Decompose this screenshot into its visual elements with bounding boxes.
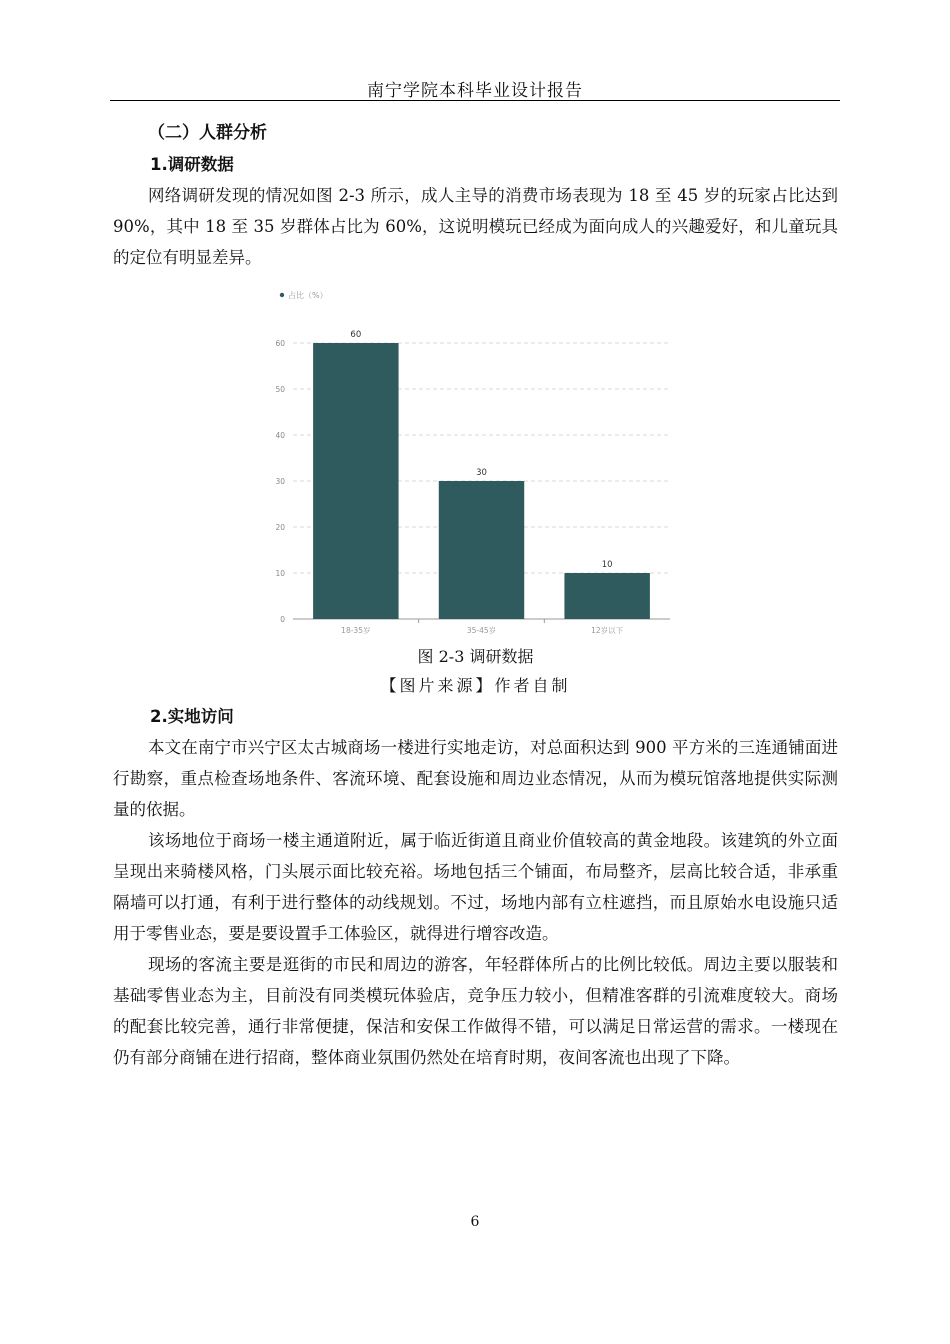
y-tick-label: 0 bbox=[280, 615, 285, 624]
bar bbox=[439, 481, 524, 619]
page-number: 6 bbox=[470, 1214, 480, 1230]
bar bbox=[564, 573, 649, 619]
y-tick-label: 60 bbox=[275, 339, 285, 348]
survey-paragraph: 网络调研发现的情况如图 2-3 所示，成人主导的消费市场表现为 18 至 45 岁的玩家占比达到 90%，其中 18 至 35 岁群体占比为 60%，这说明模玩已经成为面向成人的兴趣爱好，和儿童玩具的定位有明显差异。 bbox=[113, 186, 838, 267]
visit-paragraph-1: 本文在南宁市兴宁区太古城商场一楼进行实地走访，对总面积达到 900 平方米的三连通铺面进行勘察，重点检查场地条件、客流环境、配套设施和周边业态情况，从而为模玩馆落地提供实际测量的依据。 bbox=[113, 738, 838, 819]
x-tick-label: 35-45岁 bbox=[466, 626, 497, 635]
figure-caption: 图 2-3 调研数据 bbox=[417, 647, 534, 666]
bar-data-label: 60 bbox=[350, 330, 362, 340]
legend-label: 占比（%） bbox=[288, 291, 328, 300]
survey-bar-chart bbox=[113, 283, 838, 643]
subsection-heading-survey: 1.调研数据 bbox=[150, 155, 234, 174]
y-tick-label: 20 bbox=[275, 523, 285, 532]
subsection-heading-visit: 2.实地访问 bbox=[150, 707, 234, 726]
header-rule bbox=[110, 100, 840, 101]
x-tick-label: 18-35岁 bbox=[341, 626, 371, 635]
y-tick-label: 30 bbox=[275, 477, 285, 486]
page-content bbox=[113, 118, 838, 1073]
survey-figure bbox=[113, 283, 838, 643]
y-tick-label: 50 bbox=[275, 385, 285, 394]
y-tick-label: 40 bbox=[275, 431, 285, 440]
legend-marker bbox=[280, 293, 284, 297]
bar-data-label: 10 bbox=[601, 560, 613, 570]
x-tick-label: 12岁以下 bbox=[591, 626, 624, 635]
visit-paragraph-2: 该场地位于商场一楼主通道附近，属于临近街道且商业价值较高的黄金地段。该建筑的外立面呈现出来骑楼风格，门头展示面比较充裕。场地包括三个铺面，布局整齐，层高比较合适，非承重隔墙可以打通，有利于进行整体的动线规划。不过，场地内部有立柱遮挡，而且原始水电设施只适用于零售业态，要是要设置手工体验区，就得进行增容改造。 bbox=[113, 831, 838, 943]
visit-paragraph-3: 现场的客流主要是逛街的市民和周边的游客，年轻群体所占的比例比较低。周边主要以服装和基础零售业态为主，目前没有同类模玩体验店，竞争压力较小，但精准客群的引流难度较大。商场的配套比较完善，通行非常便捷，保洁和安保工作做得不错，可以满足日常运营的需求。一楼现在仍有部分商铺在进行招商，整体商业氛围仍然处在培育时期，夜间客流也出现了下降。 bbox=[113, 955, 838, 1067]
bar-data-label: 30 bbox=[476, 468, 487, 478]
bar bbox=[313, 343, 398, 619]
section-heading: （二）人群分析 bbox=[148, 123, 267, 143]
y-tick-label: 10 bbox=[275, 569, 285, 578]
figure-source: 【图片来源】作者自制 bbox=[380, 676, 571, 695]
page-header-title: 南宁学院本科毕业设计报告 bbox=[367, 81, 583, 101]
